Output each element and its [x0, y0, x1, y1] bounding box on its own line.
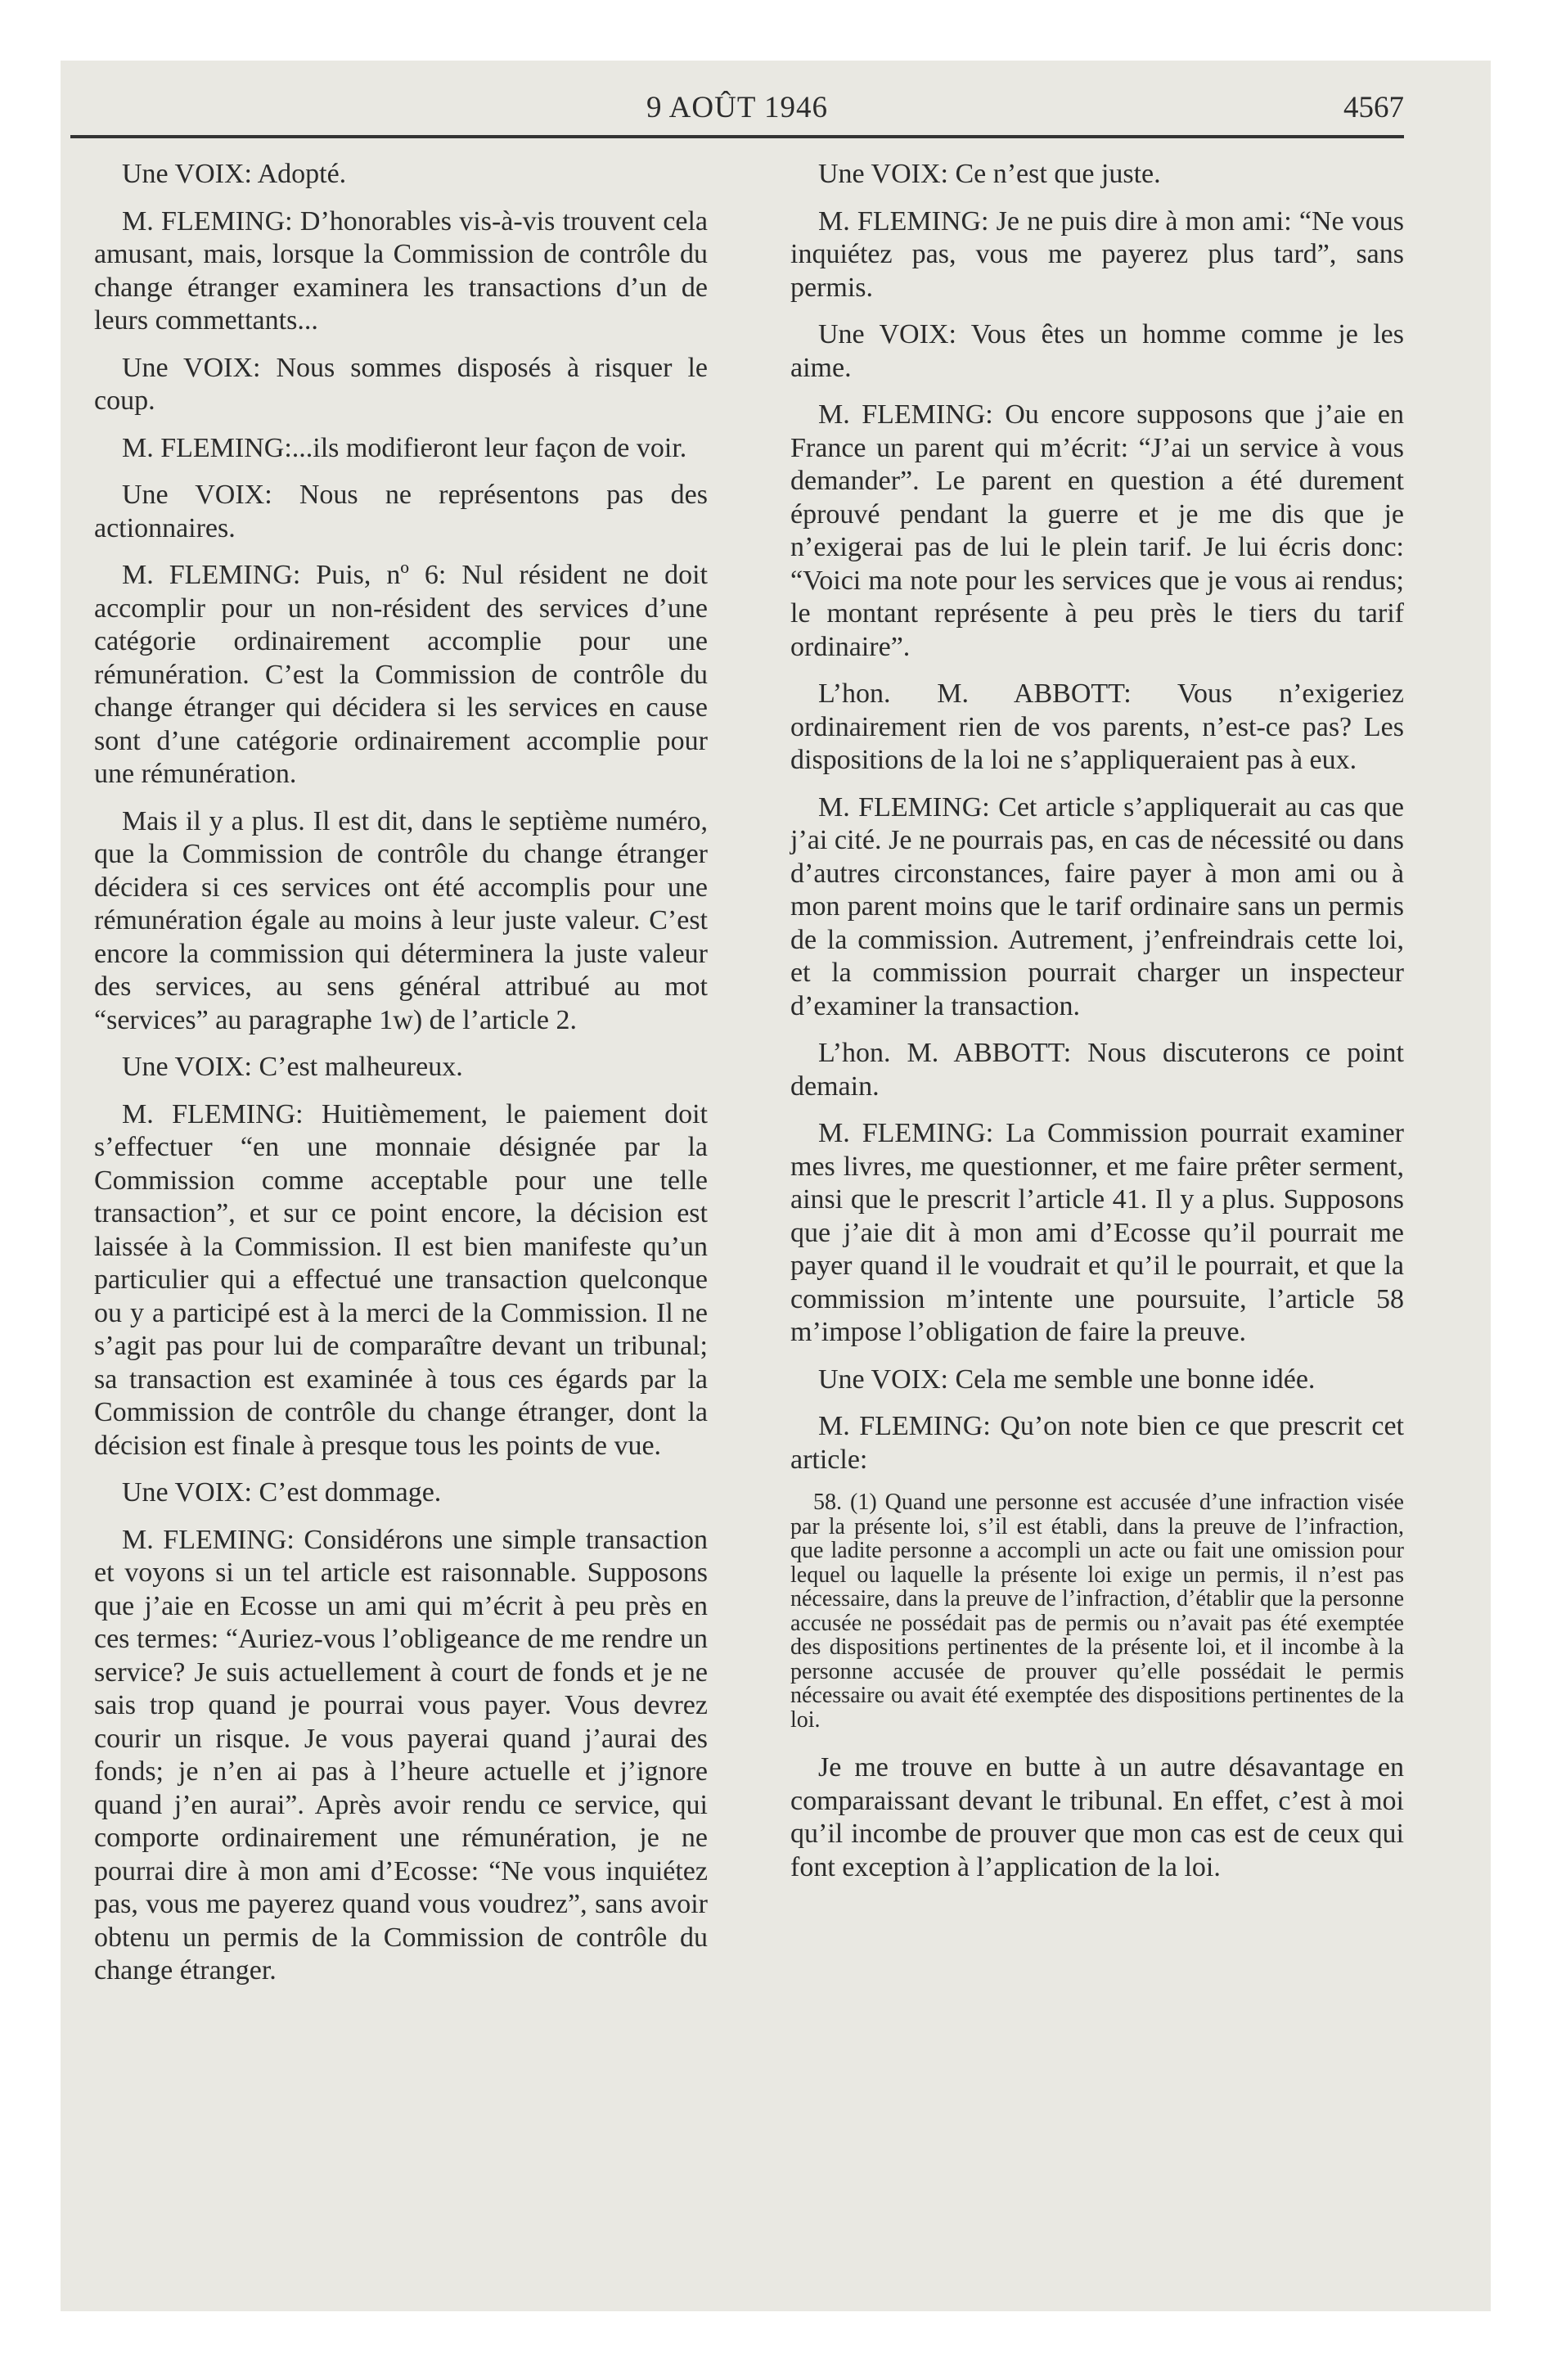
paragraph: M. FLEMING: Cet article s’appliquerait au cas que j’ai cité. Je ne pourrais pas, en cas de nécessité ou dans d’autres circonstances, faire payer à mon ami ou à mon parent moins que le tarif ordinaire sans un permis de la commission. Autrement, j’enfreindrais cette loi, et la commission pourrait charger un inspecteur d’examiner la transaction.	[790, 791, 1404, 1021]
header-rule	[70, 135, 1404, 138]
paragraph: L’hon. M. ABBOTT: Nous discuterons ce point demain.	[790, 1038, 1404, 1102]
paragraph: M. FLEMING: La Commission pourrait examiner mes livres, me questionner, et me faire prêter serment, ainsi que le prescrit l’article 41. Il y a plus. Supposons que j’aie dit à mon ami d’Ecosse qu’il pourrait me payer quand il le voudrait et qu’il le pourrait, et que la commission m’intente une poursuite, l’article 58 m’impose l’obligation de faire la preuve.	[790, 1118, 1404, 1347]
page-header	[70, 90, 1404, 139]
paragraph: M. FLEMING: D’honorables vis-à-vis trouvent cela amusant, mais, lorsque la Commission de contrôle du change étranger examinera les transactions d’un de leurs commettants...	[94, 205, 708, 336]
paragraph: L’hon. M. ABBOTT: Vous n’exigeriez ordinairement rien de vos parents, n’est-ce pas? Les dispositions de la loi ne s’appliqueraient pas à eux.	[790, 678, 1404, 775]
paragraph: M. FLEMING: Ou encore supposons que j’aie en France un parent qui m’écrit: “J’ai un service à vous demander”. Le parent en question a été durement éprouvé pendant la guerre et je me dis que je n’exigerai pas de lui le plein tarif. Je lui écris donc: “Voici ma note pour les services que je vous ai rendus; le montant représente à peu près le tiers du tarif ordinaire”.	[790, 399, 1404, 662]
paragraph: Une VOIX: Vous êtes un homme comme je les aime.	[790, 319, 1404, 383]
paragraph: M. FLEMING:...ils modifieront leur façon de voir.	[122, 432, 687, 463]
page-number: 4567	[1343, 91, 1404, 124]
paragraph: Une VOIX: C’est dommage.	[122, 1477, 442, 1508]
paragraph: Une VOIX: Nous ne représentons pas des actionnaires.	[94, 480, 708, 543]
paragraph: M. FLEMING: Considérons une simple transaction et voyons si un tel article est raisonnable. Supposons que j’aie en Ecosse un ami qui m’écrit à peu près en ces termes: “Auriez-vous l’obligeance de me rendre un service? Je suis actuellement à court de fonds et je ne sais trop quand je pourrai vous payer. Vous devrez courir un risque. Je vous payerai quand j’aurai des fonds; je n’en ai pas à l’heure actuelle et j’ignore quand j’en aurai”. Après avoir rendu ce service, qui comporte ordinairement une rémunération, je ne pourrai dire à mon ami d’Ecosse: “Ne vous inquiétez pas, vous me payerez quand vous voudrez”, sans avoir obtenu un permis de la Commission de contrôle du change étranger.	[94, 1524, 708, 1986]
paragraph: Une VOIX: Nous sommes disposés à risquer le coup.	[94, 352, 708, 416]
paragraph: M. FLEMING: Qu’on note bien ce que prescrit cet article:	[790, 1411, 1404, 1475]
paragraph: Une VOIX: Ce n’est que juste.	[818, 159, 1161, 189]
left-column	[94, 158, 708, 2002]
paragraph: Une VOIX: Cela me semble une bonne idée.	[818, 1364, 1316, 1395]
paragraph: Mais il y a plus. Il est dit, dans le septième numéro, que la Commission de contrôle du change étranger décidera si ces services ont été accomplis pour une rémunération égale au moins à leur juste valeur. C’est encore la commission qui déterminera la juste valeur des services, au sens général attribué au mot “services” au paragraphe 1w) de l’article 2.	[94, 805, 708, 1035]
right-column	[790, 158, 1404, 1898]
paragraph: M. FLEMING: Huitièmement, le paiement doit s’effectuer “en une monnaie désignée par la Commission comme acceptable pour une telle transaction”, et sur ce point encore, la décision est laissée à la Commission. Il est bien manifeste qu’un particulier qui a effectué une transaction quelconque ou y a participé est à la merci de la Commission. Il ne s’agit pas pour lui de comparaître devant un tribunal; sa transaction est examinée à tous ces égards par la Commission de contrôle du change étranger, dont la décision est finale à presque tous les points de vue.	[94, 1098, 708, 1461]
paragraph: M. FLEMING: Je ne puis dire à mon ami: “Ne vous inquiétez pas, vous me payerez plus tard”, sans permis.	[790, 205, 1404, 303]
closing-paragraph: Je me trouve en butte à un autre désavantage en comparaissant devant le tribunal. En effet, c’est à moi qu’il incombe de prouver que mon cas est de ceux qui font exception à l’application de la loi.	[790, 1752, 1404, 1882]
paragraph: Une VOIX: Adopté.	[122, 159, 347, 189]
header-date: 9 AOÛT 1946	[646, 91, 829, 124]
paragraph: Une VOIX: C’est malheureux.	[122, 1052, 463, 1082]
paragraph: M. FLEMING: Puis, nº 6: Nul résident ne doit accomplir pour un non-résident des services d’une catégorie ordinairement accomplie pour une rémunération. C’est la Commission de contrôle du change étranger qui décidera si les services en cause sont d’une catégorie ordinairement accomplie pour une rémunération.	[94, 560, 708, 789]
statute-quote: 58. (1) Quand une personne est accusée d’une infraction visée par la présente loi, s’il est établi, dans la preuve de l’infraction, que ladite personne a accompli un acte ou fait une omission pour lequel ou laquelle la présente loi exige un permis, il n’est pas nécessaire, dans la preuve de l’infraction, d’établir que la personne accusée ne possédait pas de permis ou n’avait pas été exemptée des dispositions pertinentes de la présente loi, et il incombe à la personne accusée de prouver qu’elle possédait le permis nécessaire ou avait été exemptée des dispositions pertinentes de la loi.	[790, 1490, 1404, 1733]
